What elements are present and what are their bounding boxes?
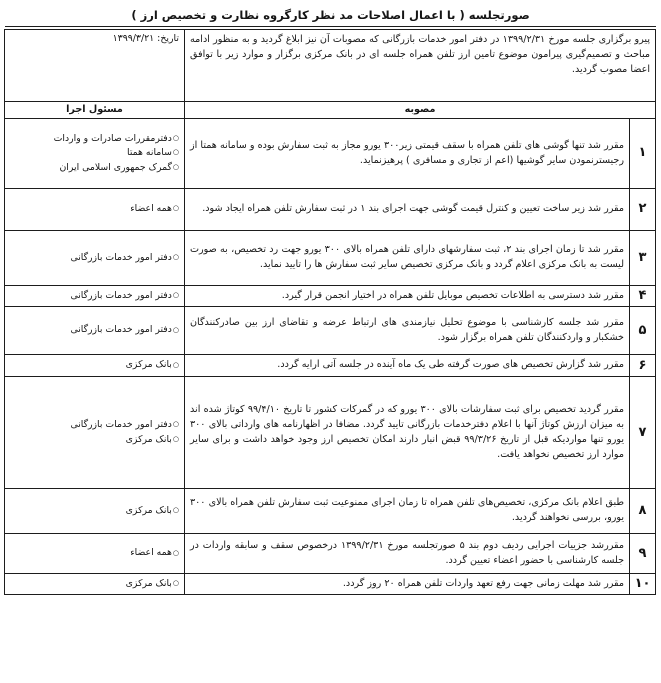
resolution-text: مقرر شد تا زمان اجرای بند ۲، ثبت سفارشهای دارای تلفن همراه بالای ۳۰۰ یورو جهت رد تخصیص، به صورت لیست به بانک مرکزی اعلام گردد و بانک مرکزی تخصیص سایر ثبت سفارش ها را تایید نماید.	[185, 231, 630, 286]
document-title: صورتجلسه ( با اعمال اصلاحات مد نظر کارگروه نظارت و تخصیص ارز )	[5, 4, 656, 27]
intro-text: پیرو برگزاری جلسه مورخ ۱۳۹۹/۲/۳۱ در دفتر امور خدمات بازرگانی که مصوبات آن نیز ابلاغ گردید و به منظور ادامه مباحث و تصمیم‌گیری پیرامون موضوع تامین ارز تلفن همراه جلسه ای در بانک مرکزی برگزار و موارد زیر با توافق اعضا مصوب گردید.	[185, 30, 656, 102]
dot-bullet-icon: ○	[172, 252, 179, 261]
responsible-entity-label: دفترمقررات صادرات و واردات	[53, 132, 172, 144]
responsible-cell	[5, 189, 185, 231]
intro-row	[5, 30, 656, 102]
table-row	[5, 119, 656, 189]
row-number: ۵	[630, 307, 656, 355]
responsible-cell	[5, 534, 185, 574]
table-row	[5, 355, 656, 377]
dot-bullet-icon: ○	[172, 148, 179, 157]
responsible-cell	[5, 377, 185, 489]
responsible-entity-label: دفتر امور خدمات بازرگانی	[70, 251, 172, 263]
responsible-entity	[10, 577, 179, 591]
responsible-cell	[5, 119, 185, 189]
row-number: ۴	[630, 286, 656, 307]
dot-bullet-icon: ○	[172, 420, 179, 429]
document-page	[5, 4, 656, 595]
responsible-entity	[10, 146, 179, 160]
responsible-entity	[10, 289, 179, 303]
resolution-text: مقررشد جزییات اجرایی ردیف دوم بند ۵ صورتجلسه مورخ ۱۳۹۹/۲/۳۱ درخصوص سقف و سابقه واردات در جلسه کارشناسی با حضور اعضاء تعیین گردد.	[185, 534, 630, 574]
table-row	[5, 231, 656, 286]
row-number: ۱۰	[630, 574, 656, 595]
responsible-entity	[10, 323, 179, 337]
row-number: ۳	[630, 231, 656, 286]
resolution-text: مقرر شد دسترسی به اطلاعات تخصیص موبایل تلفن همراه در اختیار انجمن قرار گیرد.	[185, 286, 630, 307]
row-number: ۶	[630, 355, 656, 377]
responsible-entity	[10, 418, 179, 432]
responsible-entity	[10, 202, 179, 216]
dot-bullet-icon: ○	[172, 204, 179, 213]
row-number: ۷	[630, 377, 656, 489]
responsible-entity	[10, 504, 179, 518]
responsible-entity	[10, 132, 179, 146]
responsible-cell	[5, 307, 185, 355]
resolution-text: مقرر شد مهلت زمانی جهت رفع تعهد واردات تلفن همراه ۲۰ روز گردد.	[185, 574, 630, 595]
table-row	[5, 189, 656, 231]
resolution-text: مقرر گردید تخصیص برای ثبت سفارشات بالای ۳۰۰ یورو که در گمرکات کشور تا تاریخ ۹۹/۴/۱۰ کوتاژ شده اند به میزان ارزش کوتاژ آنها با اعلام دفترخدمات بازرگانی تایید گردد. مضافا در اظهارنامه های وارداتی بالای ۳۰۰ یورو تنها مواردیکه قبل از تاریخ ۹۹/۳/۲۶ قبض انبار دارند امکان تخصیص ارز وجود خواهد داشت و برای سایر موارد ارز تخصیص نخواهد یافت.	[185, 377, 630, 489]
responsible-entity-label: بانک مرکزی	[125, 504, 172, 516]
table-row	[5, 574, 656, 595]
responsible-entity-label: دفتر امور خدمات بازرگانی	[70, 324, 172, 336]
responsible-entity-label: بانک مرکزی	[125, 578, 172, 589]
resolution-text: مقرر شد زیر ساخت تعیین و کنترل قیمت گوشی جهت اجرای بند ۱ در ثبت سفارش تلفن همراه ایجاد شود.	[185, 189, 630, 231]
responsible-entity	[10, 251, 179, 265]
responsible-entity-label: بانک مرکزی	[125, 433, 172, 445]
resolution-text: طبق اعلام بانک مرکزی، تخصیص‌های تلفن همراه تا زمان اجرای ممنوعیت ثبت سفارش تلفن همراه بالای ۳۰۰ یورو، بررسی نخواهند گردید.	[185, 489, 630, 534]
resolution-text: مقرر شد تنها گوشی های تلفن همراه با سقف قیمتی زیر۳۰۰ یورو مجاز به ثبت سفارش بوده و سامانه همتا از رجیسترنمودن سایر گوشیها (اعم از تجاری و مسافری ) پرهیزنماید.	[185, 119, 630, 189]
table-row	[5, 534, 656, 574]
responsible-entity-label: دفتر امور خدمات بازرگانی	[70, 289, 172, 301]
dot-bullet-icon: ○	[172, 506, 179, 515]
responsible-entity	[10, 433, 179, 447]
dot-bullet-icon: ○	[172, 133, 179, 142]
row-number: ۹	[630, 534, 656, 574]
header-resolution: مصوبه	[185, 102, 656, 119]
dot-bullet-icon: ○	[172, 434, 179, 443]
row-number: ۱	[630, 119, 656, 189]
row-number: ۸	[630, 489, 656, 534]
responsible-entity	[10, 161, 179, 175]
table-row	[5, 307, 656, 355]
dot-bullet-icon: ○	[172, 162, 179, 171]
header-row	[5, 102, 656, 119]
responsible-cell	[5, 355, 185, 377]
responsible-cell	[5, 231, 185, 286]
header-responsible: مسئول اجرا	[5, 102, 185, 119]
resolution-text: مقرر شد جلسه کارشناسی با موضوع تحلیل نیازمندی های ارتباط عرضه و تقاضای ارز بین صادرکنندگان خشکبار و واردکنندگان تلفن همراه برگزار شود.	[185, 307, 630, 355]
dot-bullet-icon: ○	[172, 290, 179, 299]
responsible-entity	[10, 546, 179, 560]
minutes-table	[4, 29, 656, 595]
responsible-entity-label: بانک مرکزی	[125, 359, 172, 371]
responsible-entity-label: گمرک جمهوری اسلامی ایران	[59, 161, 172, 173]
resolution-text: مقرر شد گزارش تخصیص های صورت گرفته طی یک ماه آینده در جلسه آتی ارایه گردد.	[185, 355, 630, 377]
table-row	[5, 286, 656, 307]
responsible-entity-label: دفتر امور خدمات بازرگانی	[70, 419, 172, 431]
responsible-cell	[5, 286, 185, 307]
responsible-entity-label: همه اعضاء	[130, 547, 172, 559]
responsible-cell	[5, 489, 185, 534]
dot-bullet-icon: ○	[172, 579, 179, 588]
table-row	[5, 489, 656, 534]
meeting-date: تاریخ: ۱۳۹۹/۳/۲۱	[5, 30, 185, 102]
responsible-entity-label: همه اعضاء	[130, 203, 172, 215]
table-row	[5, 377, 656, 489]
row-number: ۲	[630, 189, 656, 231]
responsible-entity-label: سامانه همتا	[127, 147, 172, 159]
responsible-entity	[10, 358, 179, 372]
dot-bullet-icon: ○	[172, 548, 179, 557]
dot-bullet-icon: ○	[172, 325, 179, 334]
dot-bullet-icon: ○	[172, 360, 179, 369]
responsible-cell	[5, 574, 185, 595]
